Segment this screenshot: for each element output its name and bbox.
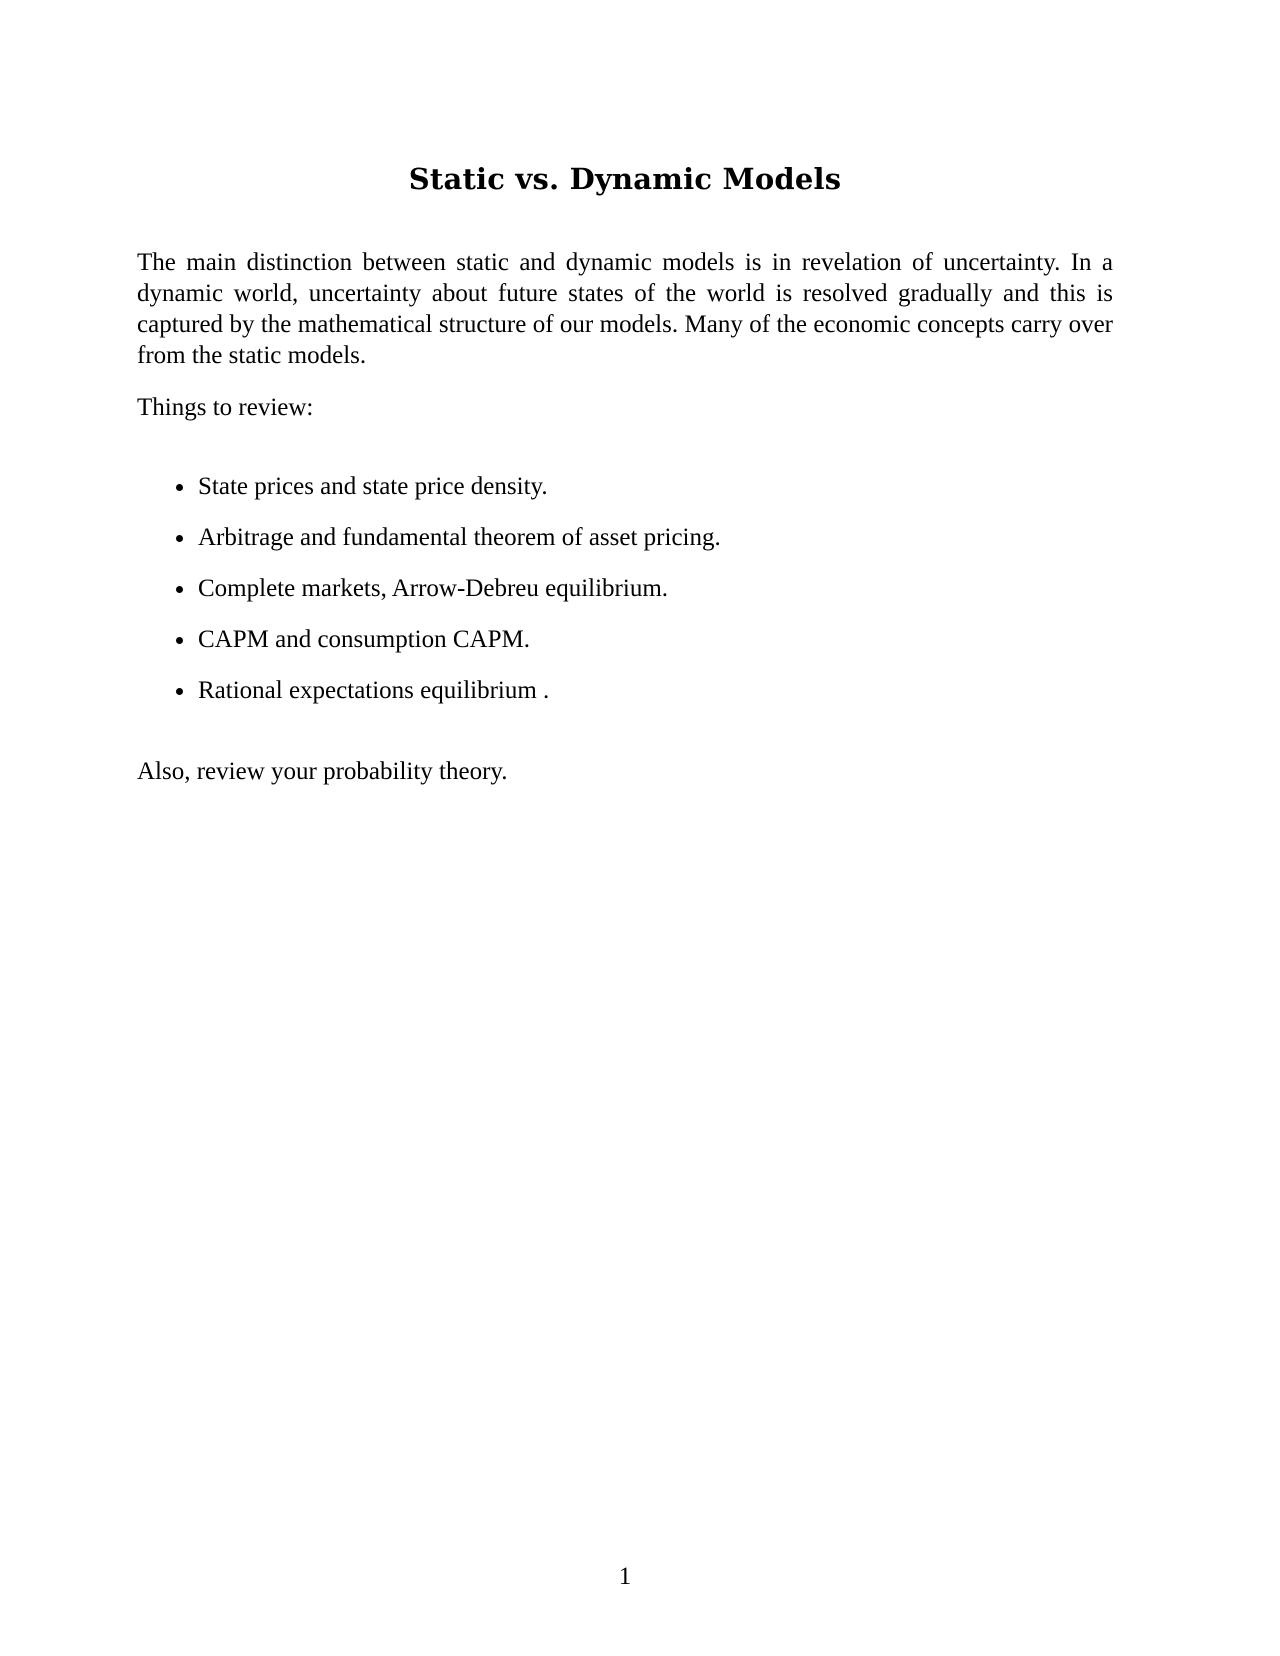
review-heading: Things to review: [137,394,314,421]
review-item-text: Arbitrage and fundamental theorem of asset pricing. [198,524,721,551]
closing-paragraph: Also, review your probability theory. [137,758,508,785]
page-number: 1 [618,1563,632,1590]
intro-paragraph: The main distinction between static and dynamic models is in revelation of uncertainty. In a dynamic world, uncertainty about future states of the world is resolved gradually and this is captured by the mathematical structure of our models. Many of the economic concepts carry over from the static models. [137,249,1113,369]
review-item [176,624,721,675]
review-item-text: Rational expectations equilibrium . [198,677,550,704]
page-title: Static vs. Dynamic Models [408,162,842,196]
review-list [176,471,721,726]
review-item [176,471,721,522]
review-item [176,675,721,726]
review-item-text: Complete markets, Arrow-Debreu equilibrium. [198,575,669,602]
review-item [176,522,721,573]
review-item-text: State prices and state price density. [198,473,548,500]
review-item [176,573,721,624]
review-item-text: CAPM and consumption CAPM. [198,626,530,653]
